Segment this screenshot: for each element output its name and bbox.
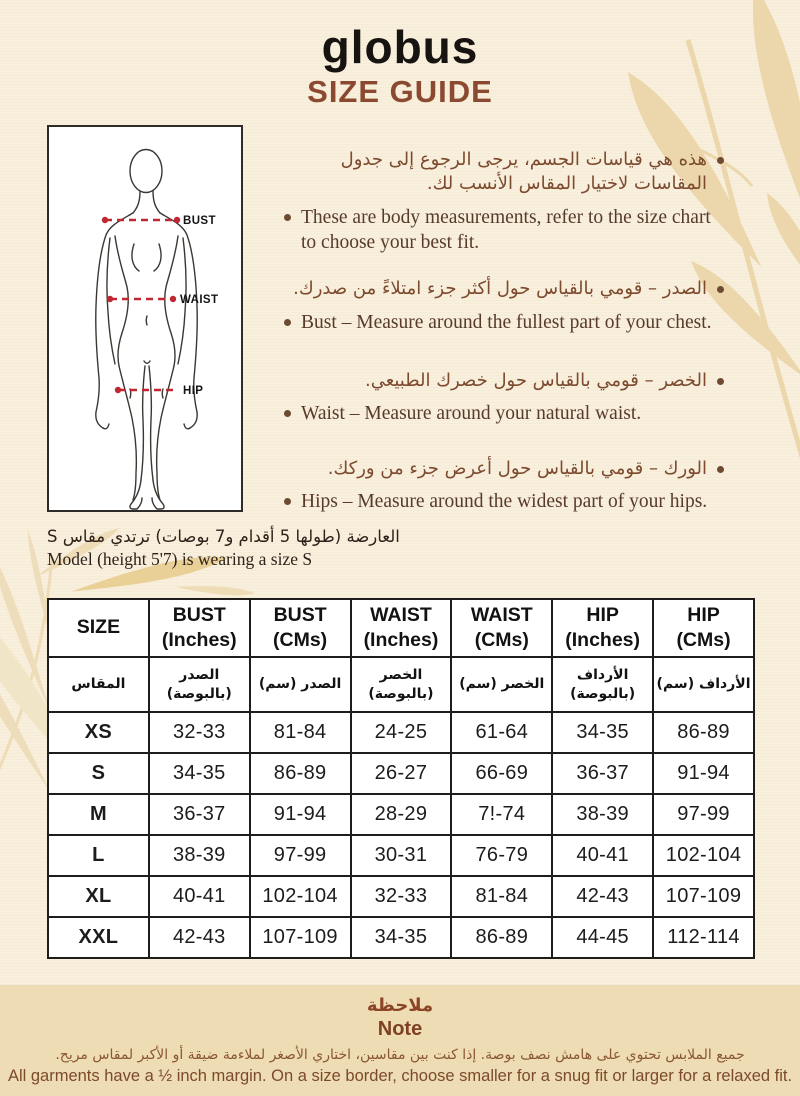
cell: 38-39 (149, 835, 250, 876)
cell: 97-99 (653, 794, 754, 835)
mannequin-outline (96, 150, 198, 510)
cell: 61-64 (451, 712, 552, 753)
header-line: (بالبوصة) (166, 685, 232, 702)
measurement-lines (102, 217, 180, 393)
cell: 34-35 (552, 712, 653, 753)
header-line: (Inches) (161, 629, 237, 651)
table-row-xs (48, 712, 754, 753)
col-header-hip-cms-ar (653, 657, 754, 712)
instruction-intro-ar (284, 148, 724, 197)
instruction-text: These are body measurements, refer to the size chart to choose your best fit. (301, 206, 711, 253)
table-row-s (48, 753, 754, 794)
cell: 36-37 (149, 794, 250, 835)
bullet-icon (717, 286, 724, 293)
cell-size: S (48, 753, 149, 794)
cell: 40-41 (149, 876, 250, 917)
instructions-list (284, 148, 724, 522)
col-header-waist-cms (451, 599, 552, 657)
bust-line-dot-right (174, 217, 180, 223)
header-line: HIP (687, 603, 720, 626)
instruction-hip-en (284, 489, 724, 514)
cell: 34-35 (149, 753, 250, 794)
cell: 42-43 (552, 876, 653, 917)
cell: 32-33 (149, 712, 250, 753)
waist-line-dot-left (107, 296, 113, 302)
table-row-xxl (48, 917, 754, 958)
cell: 66-69 (451, 753, 552, 794)
note-body-ar: جميع الملابس تحتوي على هامش نصف بوصة. إذا كنت بين مقاسين، اختاري الأصغر لملاءمة ضيقة أو الأكبر لمقاس مريح. (55, 1047, 745, 1063)
waist-label: WAIST (180, 294, 219, 306)
cell: 40-41 (552, 835, 653, 876)
cell: 7!-74 (451, 794, 552, 835)
body-measurement-diagram (47, 125, 243, 512)
header-line: (بالبوصة) (368, 685, 434, 702)
col-header-bust-cms-ar (250, 657, 351, 712)
cell: 107-109 (250, 917, 351, 958)
header-line: (Inches) (363, 629, 439, 651)
instruction-text: الصدر – قومي بالقياس حول أكثر جزء امتلاءً من صدرك. (293, 278, 707, 300)
cell: 81-84 (250, 712, 351, 753)
hip-line-dot-left (115, 387, 121, 393)
cell: 34-35 (351, 917, 452, 958)
table-header-row-ar (48, 657, 754, 712)
brand-logo: globus (321, 21, 479, 73)
instruction-group-waist (284, 369, 724, 427)
cell-size: L (48, 835, 149, 876)
bust-line-dot-left (102, 217, 108, 223)
header-line: (CMs) (474, 629, 529, 651)
model-note-en: Model (height 5'7) is wearing a size S (47, 549, 313, 569)
cell: 91-94 (250, 794, 351, 835)
cell: 86-89 (451, 917, 552, 958)
cell-size: XXL (48, 917, 149, 958)
cell: 86-89 (653, 712, 754, 753)
instruction-text: الورك – قومي بالقياس حول أعرض جزء من وركك. (327, 457, 707, 479)
cell: 81-84 (451, 876, 552, 917)
header-line: الأرداف (سم) (656, 676, 751, 693)
cell: 44-45 (552, 917, 653, 958)
col-header-waist-cms-ar (451, 657, 552, 712)
cell: 36-37 (552, 753, 653, 794)
cell: 102-104 (250, 876, 351, 917)
table-row-l (48, 835, 754, 876)
header-line: (CMs) (676, 629, 731, 651)
col-header-size (48, 599, 149, 657)
header-line: BUST (172, 603, 226, 626)
cell-size: XS (48, 712, 149, 753)
header-line: WAIST (370, 603, 432, 626)
instruction-text: هذه هي قياسات الجسم، يرجى الرجوع إلى جدول المقاسات لاختيار المقاس الأنسب لك. (340, 149, 707, 195)
header-line: الأرداف (576, 667, 629, 684)
cell: 42-43 (149, 917, 250, 958)
header-line: WAIST (470, 603, 533, 626)
col-header-hip-cms (653, 599, 754, 657)
table-row-xl (48, 876, 754, 917)
col-header-hip-inches-ar (552, 657, 653, 712)
cell: 97-99 (250, 835, 351, 876)
cell: 32-33 (351, 876, 452, 917)
col-header-hip-inches (552, 599, 653, 657)
cell-size: M (48, 794, 149, 835)
instruction-group-bust (284, 277, 724, 335)
note-body-en: All garments have a ½ inch margin. On a size border, choose smaller for a snug fit or larger for a relaxed fit. (7, 1067, 793, 1085)
cell: 91-94 (653, 753, 754, 794)
cell-size: XL (48, 876, 149, 917)
col-header-bust-cms (250, 599, 351, 657)
col-header-waist-inches (351, 599, 452, 657)
cell: 28-29 (351, 794, 452, 835)
bullet-icon (284, 410, 291, 417)
instruction-text: Waist – Measure around your natural waist. (301, 403, 642, 425)
col-header-size-ar (48, 657, 149, 712)
header-line: BUST (273, 603, 327, 626)
cell: 107-109 (653, 876, 754, 917)
instruction-group-hip (284, 457, 724, 515)
instruction-group-intro (284, 148, 724, 255)
cell: 102-104 (653, 835, 754, 876)
note-title-ar: ملاحظة (366, 995, 434, 1016)
cell: 38-39 (552, 794, 653, 835)
cell: 30-31 (351, 835, 452, 876)
cell: 26-27 (351, 753, 452, 794)
header-line: (CMs) (273, 629, 328, 651)
instruction-text: Bust – Measure around the fullest part of your chest. (301, 311, 712, 333)
col-header-bust-inches (149, 599, 250, 657)
col-header-bust-inches-ar (149, 657, 250, 712)
header-line: الصدر (سم) (258, 676, 342, 693)
table-header-row-en (48, 599, 754, 657)
header-line: الخصر (379, 667, 423, 684)
instruction-intro-en (284, 205, 724, 256)
bust-label: BUST (183, 215, 216, 227)
bullet-icon (717, 378, 724, 385)
hip-label: HIP (183, 385, 204, 397)
header-line: المقاس (71, 676, 126, 693)
instruction-waist-en (284, 401, 724, 426)
header-line: HIP (586, 603, 619, 626)
col-header-waist-inches-ar (351, 657, 452, 712)
header-line: (بالبوصة) (570, 685, 636, 702)
body-figure-illustration (49, 127, 241, 510)
page-title: SIZE GUIDE (307, 74, 493, 109)
instruction-text: الخصر – قومي بالقياس حول خصرك الطبيعي. (364, 369, 707, 391)
note-section (0, 985, 800, 1096)
bullet-icon (284, 498, 291, 505)
instruction-text: Hips – Measure around the widest part of your hips. (301, 490, 708, 512)
instruction-waist-ar (284, 369, 724, 393)
cell: 24-25 (351, 712, 452, 753)
model-size-note (47, 527, 400, 570)
bullet-icon (717, 157, 724, 164)
bullet-icon (717, 466, 724, 473)
bullet-icon (284, 319, 291, 326)
instruction-hip-ar (284, 457, 724, 481)
cell: 112-114 (653, 917, 754, 958)
note-title-en: Note (377, 1018, 423, 1040)
header-line: SIZE (76, 616, 121, 639)
bullet-icon (284, 214, 291, 221)
size-chart-table (47, 598, 755, 959)
cell: 86-89 (250, 753, 351, 794)
header-line: (Inches) (565, 629, 641, 651)
cell: 76-79 (451, 835, 552, 876)
table-row-m (48, 794, 754, 835)
instruction-bust-en (284, 310, 724, 335)
waist-line-dot-right (170, 296, 176, 302)
header-line: الصدر (179, 667, 220, 684)
model-note-ar: العارضة (طولها 5 أقدام و7 بوصات) ترتدي مقاس S (47, 527, 400, 546)
header-line: الخصر (سم) (459, 676, 545, 693)
instruction-bust-ar (284, 277, 724, 301)
